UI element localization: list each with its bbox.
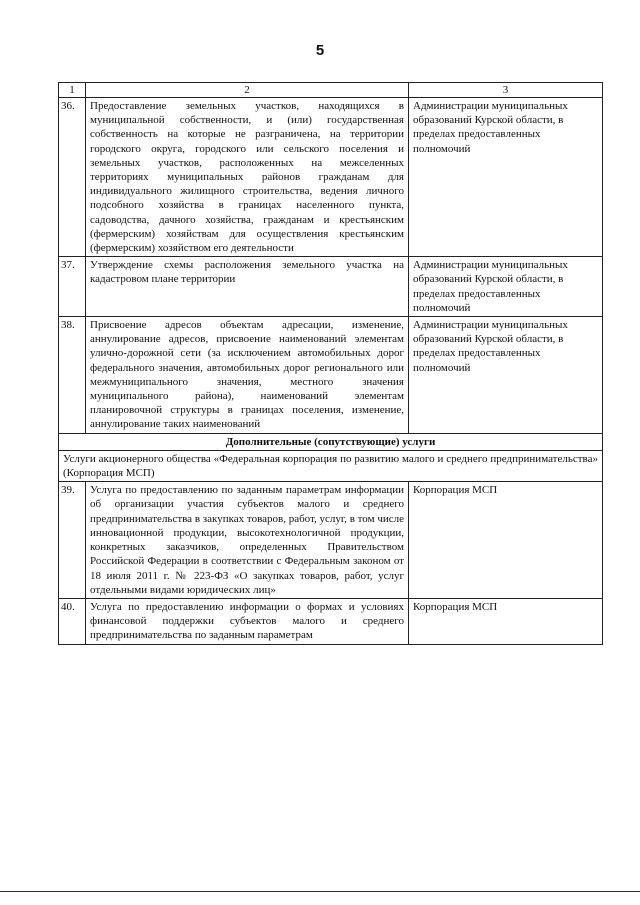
table-header-row [59, 83, 603, 98]
service-description: Услуга по предоставлению информации о формах и условиях финансовой поддержки субъектов малого и среднего предпринимательства по заданным параметрам [86, 598, 409, 644]
section-subtitle: Услуги акционерного общества «Федеральная корпорация по развитию малого и среднего предпринимательства» (Корпорация МСП) [59, 450, 603, 481]
service-description: Присвоение адресов объектам адресации, изменение, аннулирование адресов, присвоение наименований элементам улично-дорожной сети (за исключением автомобильных дорог федерального значения, автомобильных дорог регионального или межмуниципального значения, местного значения муниципального района), наименований элементам планировочной структуры в границах поселения, изменение, аннулирование таких наименований [86, 317, 409, 434]
row-number: 40. [59, 598, 86, 644]
footer-rule [0, 891, 640, 892]
responsible-agency: Администрации муниципальных образований Курской области, в пределах предоставленных полномочий [409, 257, 603, 317]
table-row [59, 257, 603, 317]
row-number: 37. [59, 257, 86, 317]
section-title-row [59, 433, 603, 450]
services-table [58, 82, 603, 645]
service-description: Утверждение схемы расположения земельного участка на кадастровом плане территории [86, 257, 409, 317]
responsible-agency: Корпорация МСП [409, 598, 603, 644]
table-row [59, 317, 603, 434]
table-row [59, 98, 603, 257]
row-number: 39. [59, 482, 86, 599]
responsible-agency: Администрации муниципальных образований Курской области, в пределах предоставленных полномочий [409, 317, 603, 434]
section-subtitle-row [59, 450, 603, 481]
column-number-3: 3 [409, 83, 603, 98]
section-title: Дополнительные (сопутствующие) услуги [59, 433, 603, 450]
table-row [59, 598, 603, 644]
page-number: 5 [315, 42, 325, 59]
row-number: 36. [59, 98, 86, 257]
table-row [59, 482, 603, 599]
responsible-agency: Администрации муниципальных образований Курской области, в пределах предоставленных полномочий [409, 98, 603, 257]
row-number: 38. [59, 317, 86, 434]
service-description: Предоставление земельных участков, находящихся в муниципальной собственности, и (или) государственная собственность на которые не разграничена, на территории городского округа, городского или сельского поселения и земельных участков, расположенных на межселенных территориях муниципальных районов гражданам для индивидуального жилищного строительства, ведения личного подсобного хозяйства в границах населенного пункта, садоводства, дачного хозяйства, гражданам и крестьянским (фермерским) хозяйствам для осуществления крестьянским (фермерским) хозяйством его деятельности [86, 98, 409, 257]
column-number-2: 2 [86, 83, 409, 98]
column-number-1: 1 [59, 83, 86, 98]
responsible-agency: Корпорация МСП [409, 482, 603, 599]
service-description: Услуга по предоставлению по заданным параметрам информации об организации участия субъектов малого и среднего предпринимательства в закупках товаров, работ, услуг, в том числе инновационной продукции, высокотехнологичной продукции, конкретных заказчиков, определенных Правительством Российской Федерации в соответствии с Федеральным законом от 18 июля 2011 г. № 223-ФЗ «О закупках товаров, работ, услуг отдельными видами юридических лиц» [86, 482, 409, 599]
